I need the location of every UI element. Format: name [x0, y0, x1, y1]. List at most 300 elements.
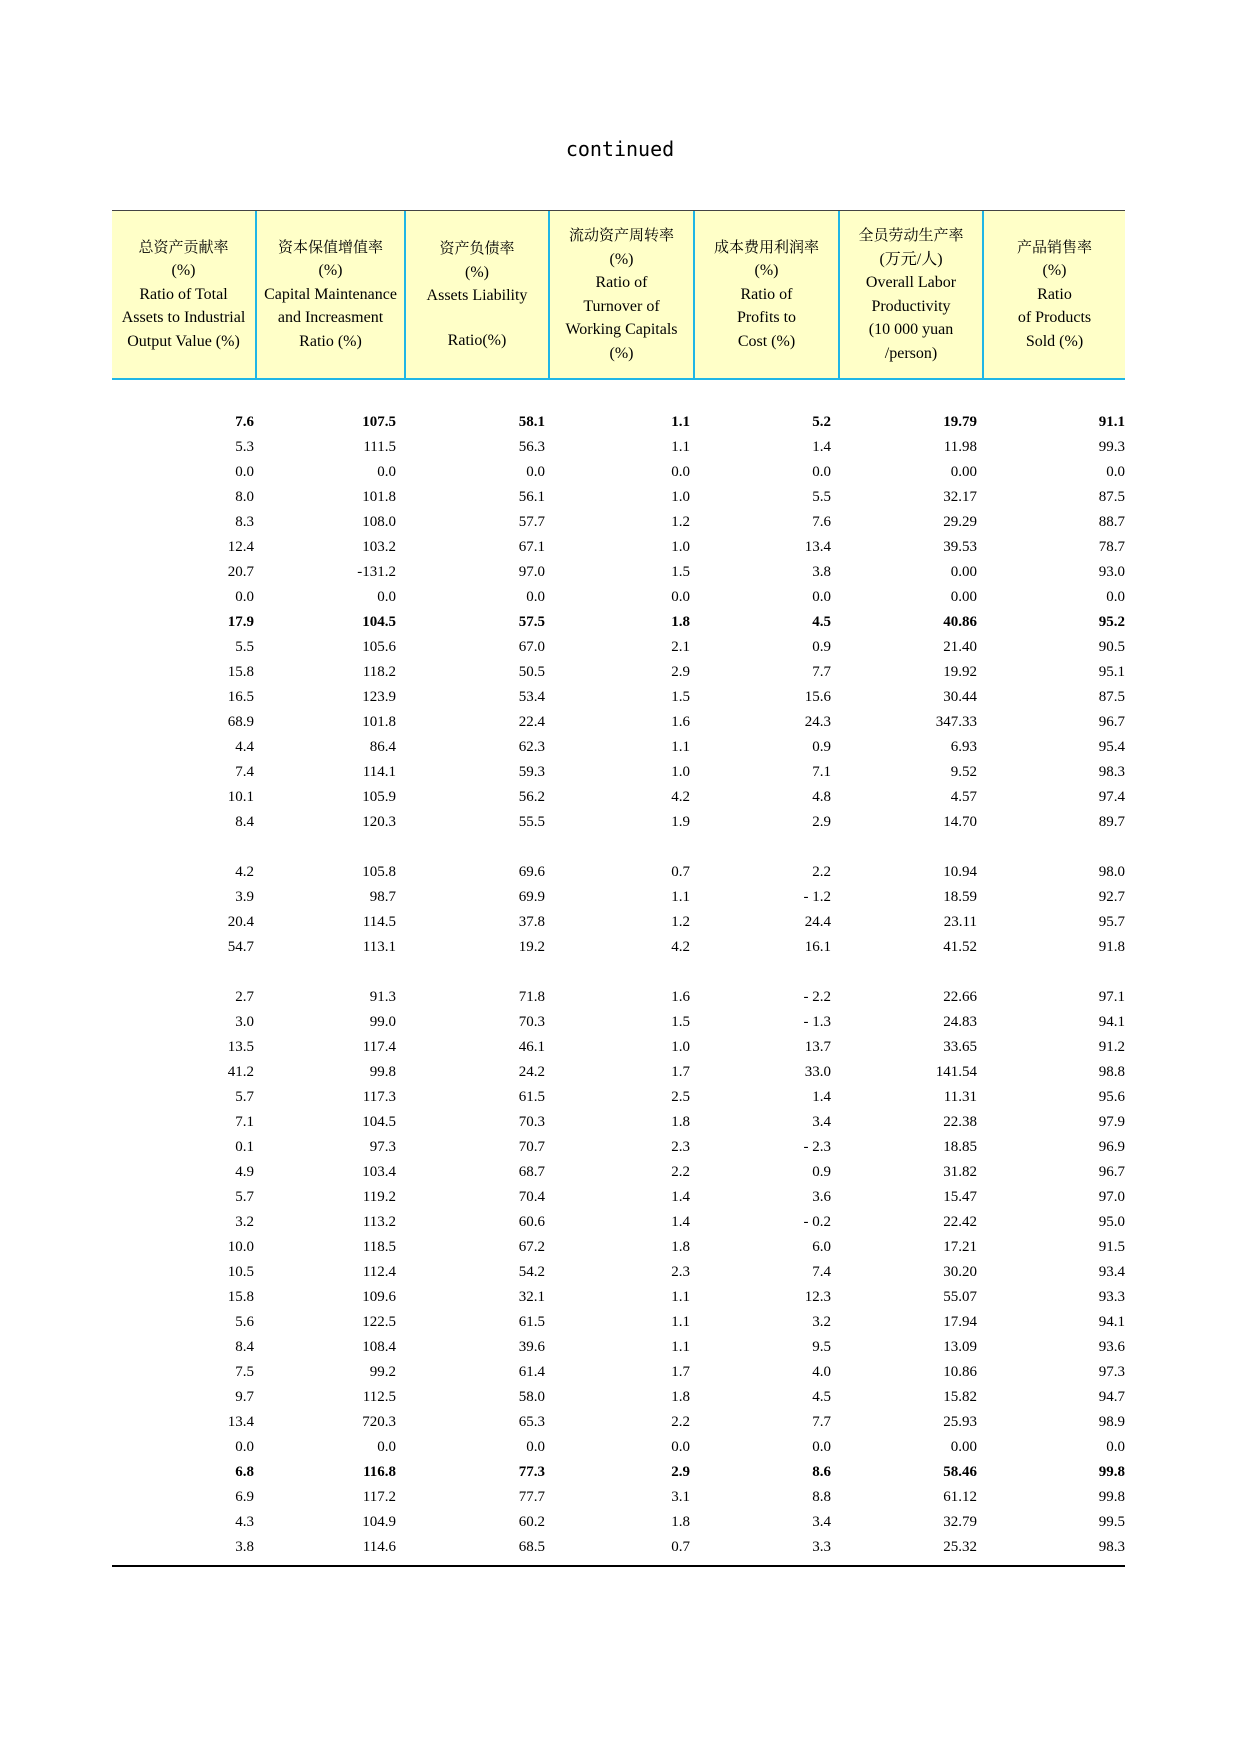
column-header-cn: 全员劳动生产率 — [858, 226, 964, 244]
table-row — [112, 985, 1125, 1010]
table-cell: 98.8 — [1098, 1064, 1125, 1080]
column-header-line: and Increasment — [277, 309, 384, 327]
table-cell: 99.5 — [1098, 1514, 1125, 1530]
table-cell: 25.93 — [943, 1414, 977, 1430]
table-cell: 58.1 — [518, 414, 545, 430]
table-row — [112, 1435, 1125, 1460]
table-cell: 1.1 — [671, 1314, 690, 1330]
table-cell: 67.1 — [518, 539, 545, 555]
table-cell: 68.5 — [518, 1539, 545, 1555]
table-cell: 4.2 — [671, 939, 690, 955]
table-cell: 4.5 — [812, 614, 831, 630]
table-cell: 2.9 — [671, 664, 690, 680]
table-cell: 1.8 — [671, 1514, 690, 1530]
column-header-line: Turnover of — [583, 297, 660, 315]
table-row — [112, 885, 1125, 910]
table-row — [112, 485, 1125, 510]
column-header-line: Productivity — [871, 297, 951, 315]
table-cell: 0.0 — [812, 589, 831, 605]
table-cell: 0.0 — [526, 464, 545, 480]
table-cell: 2.3 — [671, 1139, 690, 1155]
table-cell: 77.7 — [518, 1489, 545, 1505]
table-cell: 120.3 — [362, 814, 396, 830]
column-header-line: Overall Labor — [865, 274, 957, 291]
column-header-line: Ratio — [1037, 285, 1072, 303]
table-row — [112, 1285, 1125, 1310]
table-cell: 65.3 — [518, 1414, 545, 1430]
column-header-line: (10 000 yuan — [868, 321, 954, 338]
table-cell: 22.4 — [518, 714, 545, 730]
table-cell: 15.47 — [943, 1189, 977, 1205]
table-cell: 104.5 — [362, 1114, 396, 1130]
column-header — [984, 211, 1125, 378]
table-row — [112, 1060, 1125, 1085]
column-header-line: (万元/人) — [879, 250, 943, 268]
table-cell: 97.4 — [1098, 789, 1125, 805]
table-row — [112, 535, 1125, 560]
table-row — [112, 635, 1125, 660]
table-cell: 17.21 — [943, 1239, 977, 1255]
table-cell: 0.9 — [812, 739, 831, 755]
table-row — [112, 510, 1125, 535]
table-cell: 1.1 — [671, 439, 690, 455]
table-row — [112, 435, 1125, 460]
table-cell: - 1.3 — [803, 1014, 831, 1030]
table-cell: 55.07 — [943, 1289, 977, 1305]
table-cell: 2.7 — [235, 989, 254, 1005]
table-body — [112, 380, 1125, 1567]
table-cell: 8.8 — [812, 1489, 831, 1505]
table-cell: 114.6 — [362, 1539, 396, 1555]
table-cell: 6.8 — [235, 1464, 254, 1480]
table-cell: 46.1 — [518, 1039, 545, 1055]
table-cell: 77.3 — [518, 1464, 545, 1480]
table-cell: 30.20 — [943, 1264, 977, 1280]
column-header — [406, 211, 550, 378]
table-cell: 1.2 — [671, 914, 690, 930]
table-cell: 32.1 — [518, 1289, 545, 1305]
table-cell: 1.0 — [671, 539, 690, 555]
table-cell: 15.8 — [227, 1289, 254, 1305]
table-cell: 97.3 — [1098, 1364, 1125, 1380]
table-cell: 1.4 — [812, 1089, 831, 1105]
table-cell: 1.1 — [671, 889, 690, 905]
table-cell: 6.9 — [235, 1489, 254, 1505]
table-cell: 1.9 — [671, 814, 690, 830]
row-spacer — [112, 960, 1125, 985]
table-cell: 29.29 — [943, 514, 977, 530]
table-cell: 7.6 — [235, 414, 254, 430]
table-row — [112, 1135, 1125, 1160]
table-cell: 16.5 — [227, 689, 254, 705]
table-cell: 32.79 — [943, 1514, 977, 1530]
table-cell: 0.00 — [950, 589, 977, 605]
table-cell: 94.1 — [1098, 1314, 1125, 1330]
table-cell: 94.7 — [1098, 1389, 1125, 1405]
table-cell: 13.4 — [804, 539, 831, 555]
column-header-line: (%) — [465, 263, 489, 281]
table-row — [112, 560, 1125, 585]
table-cell: 1.5 — [671, 564, 690, 580]
table-cell: 3.8 — [235, 1539, 254, 1555]
table-cell: 17.9 — [227, 614, 254, 630]
table-cell: 33.0 — [804, 1064, 831, 1080]
table-cell: 98.7 — [369, 889, 396, 905]
table-cell: 12.3 — [804, 1289, 831, 1305]
table-cell: 93.6 — [1098, 1339, 1125, 1355]
table-cell: 94.1 — [1098, 1014, 1125, 1030]
table-cell: 25.32 — [943, 1539, 977, 1555]
column-header-line: Ratio of Total — [139, 285, 228, 303]
table-cell: 0.0 — [671, 1439, 690, 1455]
table-cell: 24.3 — [804, 714, 831, 730]
table-cell: 53.4 — [518, 689, 545, 705]
table-cell: 347.33 — [935, 714, 977, 730]
table-cell: 57.5 — [518, 614, 545, 630]
table-cell: 123.9 — [362, 689, 396, 705]
table-cell: 71.8 — [518, 989, 545, 1005]
table-cell: 3.4 — [812, 1514, 831, 1530]
table-cell: 95.4 — [1098, 739, 1125, 755]
column-header-cn: 资产负债率 — [439, 239, 515, 257]
table-row — [112, 1360, 1125, 1385]
table-cell: 5.5 — [235, 639, 254, 655]
table-cell: 33.65 — [943, 1039, 977, 1055]
table-cell: 67.2 — [518, 1239, 545, 1255]
table-cell: 60.2 — [518, 1514, 545, 1530]
column-header-line: of Products — [1017, 309, 1092, 327]
table-cell: 105.9 — [362, 789, 396, 805]
table-cell: 92.7 — [1098, 889, 1125, 905]
table-cell: 3.0 — [235, 1014, 254, 1030]
table-row — [112, 1185, 1125, 1210]
table-cell: - 2.2 — [803, 989, 831, 1005]
table-row — [112, 810, 1125, 835]
table-cell: 57.7 — [518, 514, 545, 530]
column-header-line: (%) — [171, 262, 196, 280]
table-cell: 95.2 — [1098, 614, 1125, 630]
table-cell: 98.3 — [1098, 1539, 1125, 1555]
table-cell: 101.8 — [362, 489, 396, 505]
table-cell: 13.4 — [227, 1414, 254, 1430]
table-cell: 118.5 — [362, 1239, 396, 1255]
table-cell: 0.0 — [1106, 464, 1125, 480]
table-cell: 93.0 — [1098, 564, 1125, 580]
table-cell: 58.0 — [518, 1389, 545, 1405]
table-cell: 78.7 — [1098, 539, 1125, 555]
table-cell: 8.3 — [235, 514, 254, 530]
column-header-line: (%) — [609, 344, 634, 362]
column-header — [840, 211, 984, 378]
table-cell: 4.5 — [812, 1389, 831, 1405]
table-cell: 0.0 — [235, 589, 254, 605]
table-cell: 1.5 — [671, 689, 690, 705]
table-row — [112, 860, 1125, 885]
table-cell: 1.1 — [671, 1339, 690, 1355]
table-cell: 4.2 — [235, 864, 254, 880]
column-header-line: Sold (%) — [1025, 332, 1084, 350]
table-cell: 1.6 — [671, 989, 690, 1005]
table-cell: 8.0 — [235, 489, 254, 505]
column-header-cn: 成本费用利润率 — [713, 237, 819, 256]
table-cell: 13.09 — [943, 1339, 977, 1355]
table-cell: 3.2 — [235, 1214, 254, 1230]
table-cell: 1.6 — [671, 714, 690, 730]
table-cell: 114.5 — [362, 914, 396, 930]
table-cell: 0.0 — [526, 1439, 545, 1455]
table-cell: 0.7 — [671, 864, 690, 880]
table-cell: 2.2 — [812, 864, 831, 880]
table-cell: - 2.3 — [803, 1139, 831, 1155]
table-cell: 8.4 — [235, 1339, 254, 1355]
table-cell: 141.54 — [935, 1064, 977, 1080]
table-cell: 1.7 — [671, 1364, 690, 1380]
table-cell: 90.5 — [1098, 639, 1125, 655]
table-cell: 91.5 — [1098, 1239, 1125, 1255]
table-cell: 98.3 — [1098, 764, 1125, 780]
table-cell: 61.4 — [518, 1364, 545, 1380]
table-cell: 10.0 — [227, 1239, 254, 1255]
table-cell: 9.5 — [812, 1339, 831, 1355]
table-row — [112, 1160, 1125, 1185]
table-cell: 720.3 — [362, 1414, 396, 1430]
column-header-line: Ratio of — [740, 285, 793, 303]
table-cell: 40.86 — [943, 614, 977, 630]
table-cell: 0.0 — [812, 464, 831, 480]
table-cell: 1.7 — [671, 1064, 690, 1080]
table-cell: 4.57 — [950, 789, 977, 805]
table-cell: 103.2 — [362, 539, 396, 555]
table-cell: 95.6 — [1098, 1089, 1125, 1105]
table-cell: 0.00 — [950, 464, 977, 480]
table-cell: 1.1 — [671, 1289, 690, 1305]
table-cell: 6.93 — [950, 739, 977, 755]
table-cell: 0.0 — [671, 464, 690, 480]
table-cell: 3.1 — [671, 1489, 690, 1505]
table-row — [112, 660, 1125, 685]
table-cell: 10.86 — [943, 1364, 977, 1380]
table-cell: 18.59 — [943, 889, 977, 905]
table-cell: 112.5 — [362, 1389, 396, 1405]
table-cell: 11.31 — [943, 1089, 977, 1105]
table-row — [112, 710, 1125, 735]
table-cell: 41.52 — [943, 939, 977, 955]
table-cell: 3.9 — [235, 889, 254, 905]
table-cell: 4.4 — [235, 739, 254, 755]
table-cell: 4.3 — [235, 1514, 254, 1530]
table-cell: 89.7 — [1098, 814, 1125, 830]
table-cell: 10.5 — [227, 1264, 254, 1280]
table-cell: 1.8 — [671, 1389, 690, 1405]
table-row — [112, 585, 1125, 610]
statistics-table — [112, 210, 1125, 1567]
table-cell: 0.0 — [235, 464, 254, 480]
table-cell: 61.12 — [943, 1489, 977, 1505]
table-cell: 105.6 — [362, 639, 396, 655]
table-row — [112, 785, 1125, 810]
column-header-line: Ratio (%) — [299, 332, 362, 350]
column-header-cn: 流动资产周转率 — [568, 226, 674, 244]
table-cell: 4.9 — [235, 1164, 254, 1180]
table-cell: 2.9 — [812, 814, 831, 830]
table-cell: 7.1 — [812, 764, 831, 780]
table-cell: 5.3 — [235, 439, 254, 455]
table-cell: 1.8 — [671, 614, 690, 630]
column-header-line: Output Value (%) — [127, 332, 240, 350]
table-cell: 91.1 — [1098, 414, 1125, 430]
table-cell: 116.8 — [363, 1464, 396, 1480]
table-cell: 1.2 — [671, 514, 690, 530]
column-header — [257, 211, 406, 378]
table-row — [112, 1010, 1125, 1035]
table-cell: 56.2 — [518, 789, 545, 805]
column-header — [112, 211, 257, 378]
table-cell: 5.2 — [812, 414, 831, 430]
table-cell: 104.5 — [362, 614, 396, 630]
table-cell: 98.0 — [1098, 864, 1125, 880]
table-cell: 11.98 — [943, 439, 977, 455]
table-cell: 95.7 — [1098, 914, 1125, 930]
table-cell: 17.94 — [943, 1314, 977, 1330]
table-cell: 7.7 — [812, 664, 831, 680]
table-cell: 2.2 — [671, 1164, 690, 1180]
table-cell: 12.4 — [227, 539, 254, 555]
table-cell: 13.5 — [227, 1039, 254, 1055]
table-cell: 97.1 — [1098, 989, 1125, 1005]
table-cell: 56.3 — [518, 439, 545, 455]
table-cell: 67.0 — [518, 639, 545, 655]
table-cell: 97.9 — [1098, 1114, 1125, 1130]
table-cell: 103.4 — [362, 1164, 396, 1180]
table-cell: 113.2 — [362, 1214, 396, 1230]
table-row — [112, 1510, 1125, 1535]
table-cell: 54.2 — [518, 1264, 545, 1280]
table-cell: 107.5 — [362, 414, 396, 430]
table-cell: 62.3 — [518, 739, 545, 755]
table-row — [112, 735, 1125, 760]
table-cell: 99.8 — [1098, 1464, 1125, 1480]
table-cell: 97.0 — [1098, 1189, 1125, 1205]
table-cell: 59.3 — [518, 764, 545, 780]
table-cell: 41.2 — [227, 1064, 254, 1080]
table-cell: 91.3 — [369, 989, 396, 1005]
table-cell: 21.40 — [943, 639, 977, 655]
table-cell: 104.9 — [362, 1514, 396, 1530]
table-cell: 61.5 — [518, 1089, 545, 1105]
table-cell: 108.4 — [362, 1339, 396, 1355]
table-cell: 70.3 — [518, 1014, 545, 1030]
table-row — [112, 910, 1125, 935]
table-cell: 0.0 — [377, 1439, 396, 1455]
table-cell: 24.83 — [943, 1014, 977, 1030]
table-cell: 15.8 — [227, 664, 254, 680]
table-cell: 23.11 — [943, 914, 977, 930]
table-cell: 99.8 — [369, 1064, 396, 1080]
column-header-line: Working Capitals — [565, 321, 678, 338]
table-cell: 7.4 — [235, 764, 254, 780]
table-cell: 5.7 — [235, 1089, 254, 1105]
table-row — [112, 410, 1125, 435]
table-cell: 0.1 — [235, 1139, 254, 1155]
table-cell: 1.5 — [671, 1014, 690, 1030]
table-cell: 15.6 — [804, 689, 831, 705]
table-cell: 0.00 — [950, 1439, 977, 1455]
table-cell: 0.7 — [671, 1539, 690, 1555]
table-row — [112, 1485, 1125, 1510]
table-row — [112, 935, 1125, 960]
table-cell: 97.3 — [369, 1139, 396, 1155]
table-row — [112, 1235, 1125, 1260]
table-cell: 0.0 — [1106, 1439, 1125, 1455]
table-cell: 114.1 — [362, 764, 396, 780]
table-cell: 0.0 — [812, 1439, 831, 1455]
table-cell: 0.0 — [671, 589, 690, 605]
table-cell: 7.6 — [812, 514, 831, 530]
table-cell: 108.0 — [362, 514, 396, 530]
table-cell: 1.0 — [671, 764, 690, 780]
table-cell: 39.6 — [518, 1339, 545, 1355]
table-cell: 20.7 — [227, 564, 254, 580]
table-cell: 4.2 — [671, 789, 690, 805]
table-row — [112, 1535, 1125, 1560]
column-header-line: Assets Liability — [426, 287, 528, 304]
table-row — [112, 1310, 1125, 1335]
table-cell: 54.7 — [227, 939, 254, 955]
table-cell: 50.5 — [518, 664, 545, 680]
table-cell: 15.82 — [943, 1389, 977, 1405]
column-header-cn: 总资产贡献率 — [138, 237, 229, 256]
table-row — [112, 685, 1125, 710]
table-cell: 7.7 — [812, 1414, 831, 1430]
table-cell: 91.2 — [1098, 1039, 1125, 1055]
table-cell: 16.1 — [804, 939, 831, 955]
table-cell: - 0.2 — [803, 1214, 831, 1230]
table-cell: 4.0 — [812, 1364, 831, 1380]
table-cell: 69.9 — [518, 889, 545, 905]
table-cell: 96.7 — [1098, 1164, 1125, 1180]
column-header — [550, 211, 695, 378]
table-cell: 60.6 — [518, 1214, 545, 1230]
table-cell: 1.4 — [671, 1189, 690, 1205]
table-header — [112, 210, 1125, 380]
table-cell: 0.9 — [812, 1164, 831, 1180]
table-cell: 0.9 — [812, 639, 831, 655]
table-cell: 117.2 — [362, 1489, 396, 1505]
table-cell: 24.4 — [804, 914, 831, 930]
column-header-line: Assets to Industrial — [121, 309, 246, 327]
table-cell: 96.9 — [1098, 1139, 1125, 1155]
table-cell: 1.8 — [671, 1239, 690, 1255]
table-cell: 19.79 — [943, 414, 977, 430]
table-cell: 22.42 — [943, 1214, 977, 1230]
table-cell: 30.44 — [943, 689, 977, 705]
table-cell: 2.1 — [671, 639, 690, 655]
table-row — [112, 1210, 1125, 1235]
table-cell: 0.0 — [377, 464, 396, 480]
table-cell: 95.1 — [1098, 664, 1125, 680]
table-cell: 118.2 — [362, 664, 396, 680]
table-cell: 20.4 — [227, 914, 254, 930]
table-cell: 105.8 — [362, 864, 396, 880]
table-cell: 117.4 — [362, 1039, 396, 1055]
table-cell: - 1.2 — [803, 889, 831, 905]
table-cell: 1.8 — [671, 1114, 690, 1130]
table-cell: 3.4 — [812, 1114, 831, 1130]
column-header-line: (%) — [318, 262, 343, 280]
table-cell: 58.46 — [943, 1464, 977, 1480]
table-cell: 8.6 — [812, 1464, 831, 1480]
table-cell: 0.0 — [235, 1439, 254, 1455]
